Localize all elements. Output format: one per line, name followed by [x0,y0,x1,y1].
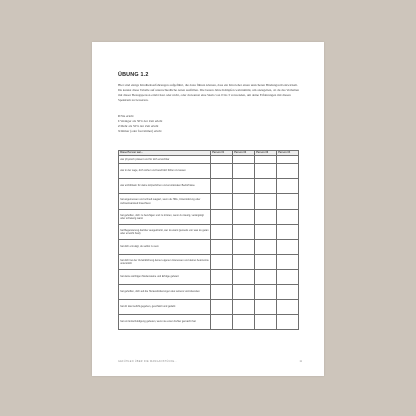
statement-cell: hat angemessen und schnell reagiert, wenn du Hilfe, Unterstützung oder Aufmerksamkeit brauchtest [119,194,211,210]
rating-cell-person-2[interactable] [233,315,255,330]
table-row [119,156,299,164]
statement-cell: hat um Entschuldigung gebeten, wenn sie einen Fehler gemacht hat [119,315,211,330]
table-row [119,225,299,240]
rating-cell-person-4[interactable] [277,164,299,179]
scale-text: Weniger als 50% der Zeit erlebt [120,118,163,123]
rating-cell-person-2[interactable] [233,194,255,210]
rating-cell-person-4[interactable] [277,156,299,164]
rating-cell-person-1[interactable] [211,315,233,330]
rating-cell-person-4[interactable] [277,285,299,300]
statement-cell: hat dich bei der Verwirklichung deiner eigenen Interessen und deiner Autonomie unterstützt [119,255,211,270]
scale-number: 2 [118,123,120,128]
table-row [119,270,299,285]
statement-cell: hat dich ermutigt, du selbst zu sein [119,240,211,255]
header-person-2: Person #2 [233,151,255,156]
rating-cell-person-4[interactable] [277,179,299,194]
rating-cell-person-1[interactable] [211,164,233,179]
rating-cell-person-3[interactable] [255,300,277,315]
rating-cell-person-3[interactable] [255,285,277,300]
rating-cell-person-4[interactable] [277,270,299,285]
rating-cell-person-1[interactable] [211,255,233,270]
rating-cell-person-3[interactable] [255,240,277,255]
rating-cell-person-1[interactable] [211,285,233,300]
rating-cell-person-3[interactable] [255,315,277,330]
rating-cell-person-2[interactable] [233,210,255,225]
statement-cell: hat geholfen, dich auf die Herausforderungen des Lebens vorzubereiten [119,285,211,300]
rating-cell-person-4[interactable] [277,315,299,330]
rating-cell-person-4[interactable] [277,194,299,210]
statement-cell: war physisch präsent und für dich erreichbar [119,156,211,164]
table-row [119,179,299,194]
rating-cell-person-2[interactable] [233,179,255,194]
rating-cell-person-2[interactable] [233,285,255,300]
rating-cell-person-3[interactable] [255,194,277,210]
rating-cell-person-3[interactable] [255,210,277,225]
rating-cell-person-2[interactable] [233,164,255,179]
rating-cell-person-3[interactable] [255,156,277,164]
rating-cell-person-1[interactable] [211,194,233,210]
table-row [119,240,299,255]
statement-cell: war in der Lage, dich sicher und beschützt fühlen zu lassen [119,164,211,179]
scale-number: 1 [118,118,120,123]
rating-cell-person-1[interactable] [211,179,233,194]
rating-cell-person-1[interactable] [211,240,233,255]
header-statement: Diese Person war... [119,151,211,156]
rating-table [118,150,299,330]
scale-text: Nie erlebt [120,114,134,118]
rating-cell-person-4[interactable] [277,255,299,270]
table-row [119,164,299,179]
rating-cell-person-2[interactable] [233,156,255,164]
rating-cell-person-1[interactable] [211,210,233,225]
table-row [119,210,299,225]
rating-cell-person-2[interactable] [233,270,255,285]
rating-cell-person-2[interactable] [233,240,255,255]
table-row [119,300,299,315]
header-person-3: Person #3 [255,151,277,156]
document-page [92,42,324,376]
statement-cell: hat geholfen, dich zu beruhigen und zu trösten, wenn du traurig, verängstigt oder schwierig warst [119,210,211,225]
rating-cell-person-1[interactable] [211,270,233,285]
rating-scale-legend [118,114,299,134]
rating-cell-person-1[interactable] [211,300,233,315]
statement-cell: hat dir das Gefühl gegeben, geschätzt und geliebt [119,300,211,315]
rating-cell-person-1[interactable] [211,156,233,164]
exercise-heading: ÜBUNG 1.2 [118,72,149,78]
rating-cell-person-4[interactable] [277,240,299,255]
rating-cell-person-1[interactable] [211,225,233,240]
scale-number: 0 [118,114,120,118]
rating-cell-person-3[interactable] [255,179,277,194]
table-row [119,194,299,210]
statement-cell: war einfühlsam für deine körperlichen und emotionalen Bedürfnisse [119,179,211,194]
page-number: 11 [299,360,302,363]
rating-cell-person-2[interactable] [233,300,255,315]
scale-item [118,129,299,134]
scale-number: 3 [118,128,120,133]
header-person-4: Person #4 [277,151,299,156]
scale-text: Mehr als 50% der Zeit erlebt [120,123,159,128]
statement-cell: hat deine wichtigen Meilensteine und Erfolge gefeiert [119,270,211,285]
rating-cell-person-4[interactable] [277,225,299,240]
rating-cell-person-3[interactable] [255,164,277,179]
header-person-1: Person #1 [211,151,233,156]
rating-cell-person-4[interactable] [277,300,299,315]
rating-cell-person-3[interactable] [255,270,277,285]
table-row [119,255,299,270]
table-row [119,285,299,300]
intro-paragraph: Hier sind einige Kindheitserfahrungen aufgeführt, die dazu führen können, dass ein Kind eher einen unsicheren Bindungsstil entwickelt. Du kannst diese Tabelle auf unterschiedliche Arten ausfüllen. Die besten Jahre Kämpfen wahrnimmt, um anzugeben, ob du das Verhalten mit dieser Bezugsperson erlebt hast oder nicht, oder du kannst eine Skala von 0 bis 3 verwenden, um deine Erfahrungen mit diesen Spektrum zu bewerten. [118,83,300,102]
statement-cell: hat Begeisterung darüber ausgedrückt, wer du warst (jenseits von was du getan oder erreicht hast) [119,225,211,240]
scale-text: Immer (oder fast immer) erlebt [120,128,162,133]
rating-cell-person-3[interactable] [255,225,277,240]
running-footer: GEFÜHLEN ÜBER DIE WANGANSTÜCKE... [118,360,178,363]
table-row [119,315,299,330]
rating-cell-person-2[interactable] [233,225,255,240]
rating-cell-person-4[interactable] [277,210,299,225]
rating-cell-person-2[interactable] [233,255,255,270]
rating-cell-person-3[interactable] [255,255,277,270]
